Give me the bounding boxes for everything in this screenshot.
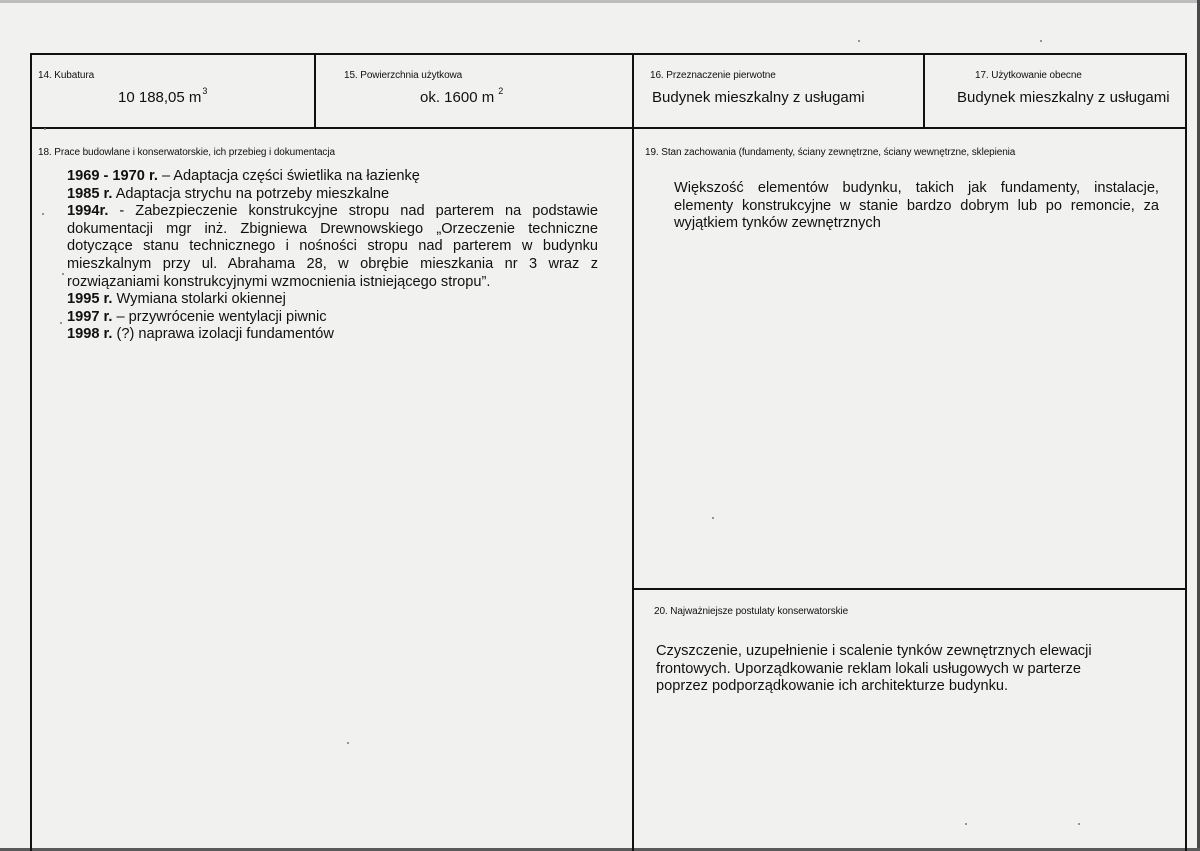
- works-entry-year: 1985 r.: [67, 185, 113, 202]
- field-18-works-list: [67, 168, 598, 344]
- field-20-text: Czyszczenie, uzupełnienie i scalenie tynków zewnętrznych elewacji frontowych. Uporządkowanie reklam lokali usługowych w parterze poprzez podporządkowanie ich architekturze budynku.: [656, 643, 1092, 695]
- rule-right: [1185, 53, 1187, 851]
- scan-speck: [60, 322, 62, 324]
- works-entry-year: 1994r.: [67, 203, 109, 220]
- rule-header-bottom: [30, 127, 1186, 129]
- field-19-text: Większość elementów budynku, takich jak fundamenty, instalacje, elementy konstrukcyjne w stanie bardzo dobrym lub po remoncie, za wyjątkiem tynków zewnętrznych: [674, 180, 1159, 232]
- works-entry-text: (?) naprawa izolacji fundamentów: [112, 326, 334, 343]
- works-entry: [67, 186, 598, 204]
- field-15-unit-exponent: 2: [498, 86, 504, 96]
- field-17-uzytkowanie: [925, 55, 1185, 127]
- works-entry-year: 1997 r.: [67, 308, 113, 325]
- field-19-label: 19. Stan zachowania (fundamenty, ściany zewnętrzne, ściany wewnętrzne, sklepienia: [645, 147, 1016, 158]
- scan-speck: [347, 742, 349, 744]
- works-entry: [67, 309, 598, 327]
- works-entry-text: Wymiana stolarki okiennej: [112, 291, 286, 308]
- field-16-value: Budynek mieszkalny z usługami: [652, 89, 865, 106]
- works-entry-year: 1969 - 1970 r.: [67, 168, 158, 184]
- field-18-label: 18. Prace budowlane i konserwatorskie, ich przebieg i dokumentacja: [38, 147, 335, 158]
- field-15-label: 15. Powierzchnia użytkowa: [344, 70, 463, 81]
- scan-speck: [1040, 40, 1042, 42]
- rule-left: [30, 53, 32, 851]
- works-entry-text: – Adaptacja części świetlika na łazienkę: [157, 168, 420, 184]
- field-15-powierzchnia: [316, 55, 632, 127]
- field-14-unit-exponent: 3: [202, 86, 208, 96]
- works-entry-text: - Zabezpieczenie konstrukcyjne stropu nad parterem na podstawie dokumentacji mgr inż. Zbigniewa Drewnowskiego „Orzeczenie techniczne dotyczące stanu technicznego i nośności stropu nad parterem w budynku mieszkalnym przy ul. Abrahama 28, w obrębie mieszkania nr 3 wraz z rozwiązaniami konstrukcyjnymi wzmocnienia istniejącego stropu”.: [67, 203, 598, 290]
- works-entry-text: – przywrócenie wentylacji piwnic: [112, 308, 327, 325]
- field-14-value-text: 10 188,05 m: [118, 89, 202, 106]
- field-20-label: 20. Najważniejsze postulaty konserwatorskie: [654, 606, 849, 617]
- scan-speck: [44, 128, 46, 130]
- scan-speck: [858, 40, 860, 42]
- field-15-value: [420, 86, 504, 106]
- field-17-label: 17. Użytkowanie obecne: [975, 70, 1082, 81]
- works-entry: [67, 326, 598, 344]
- scan-speck: [965, 823, 967, 825]
- works-entry-text: Adaptacja strychu na potrzeby mieszkalne: [112, 185, 390, 202]
- works-entry-year: 1995 r.: [67, 291, 113, 308]
- works-entry: [67, 168, 598, 186]
- field-15-value-text: ok. 1600 m: [420, 89, 495, 106]
- works-entry: [67, 203, 598, 291]
- scan-speck: [62, 273, 64, 275]
- field-16-label: 16. Przeznaczenie pierwotne: [650, 70, 776, 81]
- rule-col-middle: [632, 53, 634, 851]
- scan-speck: [712, 517, 714, 519]
- field-16-przeznaczenie: [634, 55, 923, 127]
- field-14-kubatura: [32, 55, 314, 127]
- works-entry: [67, 291, 598, 309]
- field-17-value: Budynek mieszkalny z usługami: [957, 89, 1170, 106]
- rule-section-19-20: [634, 588, 1186, 590]
- works-entry-year: 1998 r.: [67, 326, 113, 343]
- scan-speck: [42, 213, 44, 215]
- field-14-value: [118, 86, 208, 106]
- scan-border-top: [0, 0, 1200, 3]
- field-14-label: 14. Kubatura: [38, 70, 95, 81]
- scan-speck: [1078, 823, 1080, 825]
